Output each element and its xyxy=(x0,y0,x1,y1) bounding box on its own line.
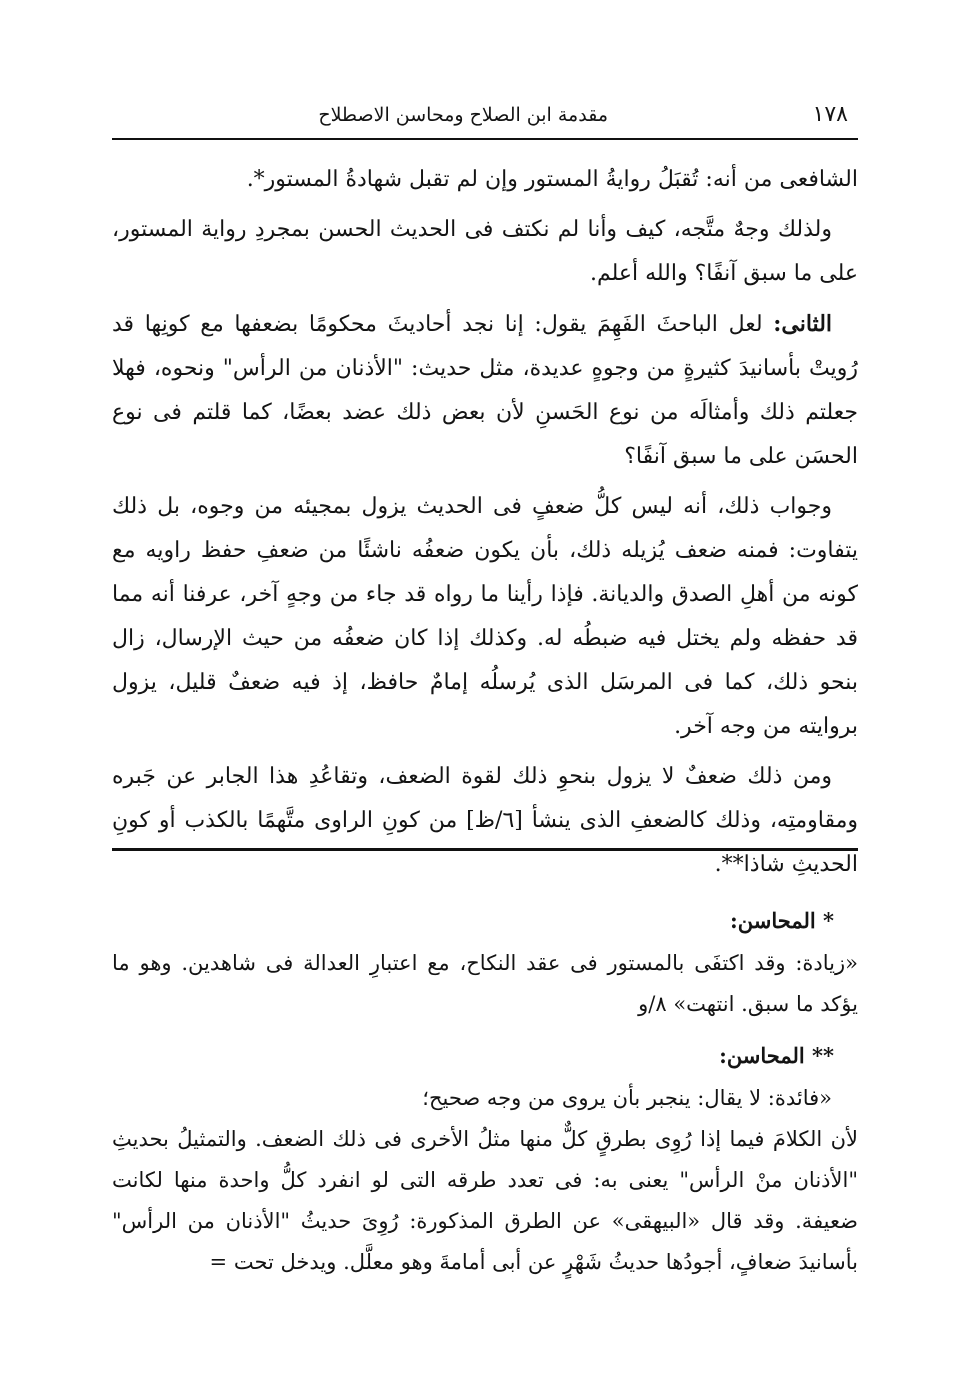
footnote-2-first-line: «فائدة: لا يقال: ينجبر بأن يروى من وجه صحيح؛ xyxy=(422,1086,832,1110)
paragraph-3 xyxy=(112,302,858,479)
footnote-1-text: «زيادة: وقد اكتفَى بالمستور فى عقد النكاح، مع اعتبارِ العدالة فى شاهدين. وهو ما يؤكد ما سبق. انتهت» ٨/و xyxy=(112,951,858,1016)
page-header xyxy=(112,98,858,138)
footnote-1-heading: * المحاسن: xyxy=(730,908,834,933)
paragraph-4: وجواب ذلك، أنه ليس كلُّ ضعفٍ فى الحديث يزول بمجيئه من وجوه، بل ذلك يتفاوت: فمنه ضعف يُزيله ذلك، بأن يكون ضعفُه ناشئًا من ضعفِ حفظ راويه مع كونه من أهلِ الصدق والديانة. فإذا رأينا ما رواه قد جاء من وجهٍ آخر، عرفنا أنه مما قد حفظه ولم يختل فيه ضبطُه له. وكذلك إذا كان ضعفُه من حيث الإرسال، زال بنحو ذلك، كما فى المرسَل الذى يُرسلُه إمامٌ حافظ، إذ فيه ضعفٌ قليل، يزول بروايته من وجه آخر. xyxy=(112,494,858,739)
section-lead: الثانى: xyxy=(773,311,833,337)
paragraph-1: الشافعى من أنه: تُقبَلُ روايةُ المستور وإن لم تقبل شهادةُ المستور*. xyxy=(246,167,858,192)
page-number: ١٧٨ xyxy=(812,102,848,127)
footnote-2-heading: ** المحاسن: xyxy=(719,1043,834,1068)
running-title: مقدمة ابن الصلاح ومحاسن الاصطلاح xyxy=(318,104,608,126)
paragraph-2: ولذلك وجهٌ متَّجه، كيف وأنا لم نكتف فى الحديث الحسن بمجردِ رواية المستور، على ما سبق آنفًا؟ والله أعلم. xyxy=(112,217,858,286)
main-text xyxy=(112,158,858,893)
footnote-2-text: لأن الكلامَ فيما إذا رُوِى بطرقٍ كلٌّ منها مثلُ الأخرى فى ذلك الضعف. والتمثيلُ بحديثِ "الأذنان منْ الرأس" يعنى به: فى تعدد طرقه التى لو انفرد كلُّ واحدة منها لكانت ضعيفة. وقد قال «البيهقى» عن الطرق المذكورة: رُوِىَ حديثُ "الأذنان من الرأس" بأسانيدَ ضعافٍ، أجودُها حديثُ شَهْرٍ عن أبى أمامةَ وهو معلَّل. ويدخل تحت = xyxy=(112,1127,858,1274)
header-rule xyxy=(112,138,858,140)
footnotes xyxy=(112,900,858,1283)
footnote-separator xyxy=(112,848,858,851)
paragraph-3-text: لعل الباحثَ الفَهِمَ يقول: إنا نجد أحاديثَ محكومًا بضعفها مع كونِها قد رُويتْ بأسانيدَ كثيرةٍ من وجوهٍ عديدة، مثل حديث: "الأذنان من الرأس" ونحوه، فهلا جعلتم ذلك وأمثالَه من نوع الحَسنِ لأن بعض ذلك عضد بعضًا، كما قلتم فى نوع الحسَن على ما سبق آنفًا؟ xyxy=(112,312,858,469)
paragraph-5: ومن ذلك ضعفٌ لا يزول بنحوِ ذلك لقوة الضعف، وتقاعُدِ هذا الجابر عن جَبره ومقاومتِه، وذلك كالضعفِ الذى ينشأ [٦/ظ] من كونِ الراوى متَّهمًا بالكذب أو كونِ الحديثِ شاذا**. xyxy=(112,764,858,877)
